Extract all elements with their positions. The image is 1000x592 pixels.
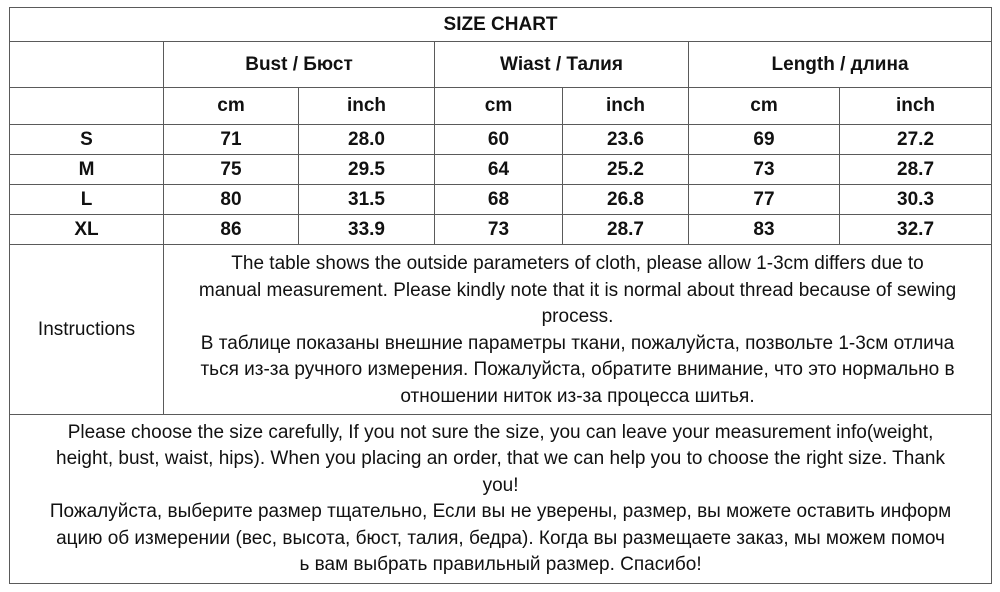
instructions-line: отношении ниток из-за процесса шитья. (400, 385, 755, 407)
instructions-line: process. (541, 306, 614, 327)
table-row (10, 215, 992, 245)
instructions-line: ться из-за ручного измерения. Пожалуйста, обратите внимание, что это нормально в (200, 359, 955, 380)
instructions-text (164, 245, 992, 415)
table-cell: 27.2 (840, 125, 992, 155)
group-header-bust: Bust / Бюст (164, 42, 435, 88)
unit-corner-cell (10, 88, 164, 125)
table-cell: 69 (689, 125, 840, 155)
table-cell: 31.5 (299, 185, 435, 215)
notice-row (10, 415, 992, 584)
table-row (10, 185, 992, 215)
table-cell: 30.3 (840, 185, 992, 215)
instructions-label: Instructions (10, 245, 164, 415)
table-row (10, 155, 992, 185)
size-label: M (10, 155, 164, 185)
table-cell: 68 (435, 185, 563, 215)
table-cell: 28.0 (299, 125, 435, 155)
unit-header: cm (435, 88, 563, 125)
notice-line: Please choose the size carefully, If you not sure the size, you can leave your measurement info(weight, (67, 421, 934, 443)
unit-header: cm (689, 88, 840, 125)
instructions-row (10, 245, 992, 415)
notice-line: ь вам выбрать правильный размер. Спасибо! (299, 554, 702, 575)
size-chart (9, 7, 991, 584)
instructions-line: manual measurement. Please kindly note that it is normal about thread because of sewing (198, 279, 957, 301)
table-cell: 73 (689, 155, 840, 185)
table-cell: 28.7 (563, 215, 689, 245)
size-advice-notice (10, 415, 992, 584)
size-chart-table (9, 7, 992, 584)
table-cell: 32.7 (840, 215, 992, 245)
instructions-line: В таблице показаны внешние параметры ткани, пожалуйста, позвольте 1-3см отлича (200, 332, 955, 354)
notice-line: Пожалуйста, выберите размер тщательно, Если вы не уверены, размер, вы можете оставить информ (49, 501, 952, 522)
unit-header: inch (563, 88, 689, 125)
table-cell: 28.7 (840, 155, 992, 185)
unit-header: inch (299, 88, 435, 125)
table-cell: 33.9 (299, 215, 435, 245)
table-cell: 75 (164, 155, 299, 185)
table-cell: 80 (164, 185, 299, 215)
size-label: XL (10, 215, 164, 245)
table-cell: 64 (435, 155, 563, 185)
notice-line: ацию об измерении (вес, высота, бюст, талия, бедра). Когда вы размещаете заказ, мы можем помоч (56, 527, 945, 549)
group-header-waist: Wiast / Талия (435, 42, 689, 88)
size-label: S (10, 125, 164, 155)
unit-header: inch (840, 88, 992, 125)
instructions-line: The table shows the outside parameters of cloth, please allow 1-3cm differs due to (231, 253, 924, 274)
chart-title: SIZE CHART (10, 8, 992, 42)
notice-line: height, bust, waist, hips). When you placing an order, that we can help you to choose the right size. Thank (56, 448, 945, 469)
notice-line: you! (482, 474, 519, 496)
table-cell: 25.2 (563, 155, 689, 185)
table-cell: 71 (164, 125, 299, 155)
table-cell: 23.6 (563, 125, 689, 155)
table-row (10, 125, 992, 155)
table-cell: 77 (689, 185, 840, 215)
size-label: L (10, 185, 164, 215)
table-cell: 83 (689, 215, 840, 245)
corner-cell (10, 42, 164, 88)
table-cell: 26.8 (563, 185, 689, 215)
table-cell: 60 (435, 125, 563, 155)
table-cell: 73 (435, 215, 563, 245)
group-header-length: Length / длина (689, 42, 992, 88)
unit-header: cm (164, 88, 299, 125)
table-cell: 86 (164, 215, 299, 245)
table-cell: 29.5 (299, 155, 435, 185)
